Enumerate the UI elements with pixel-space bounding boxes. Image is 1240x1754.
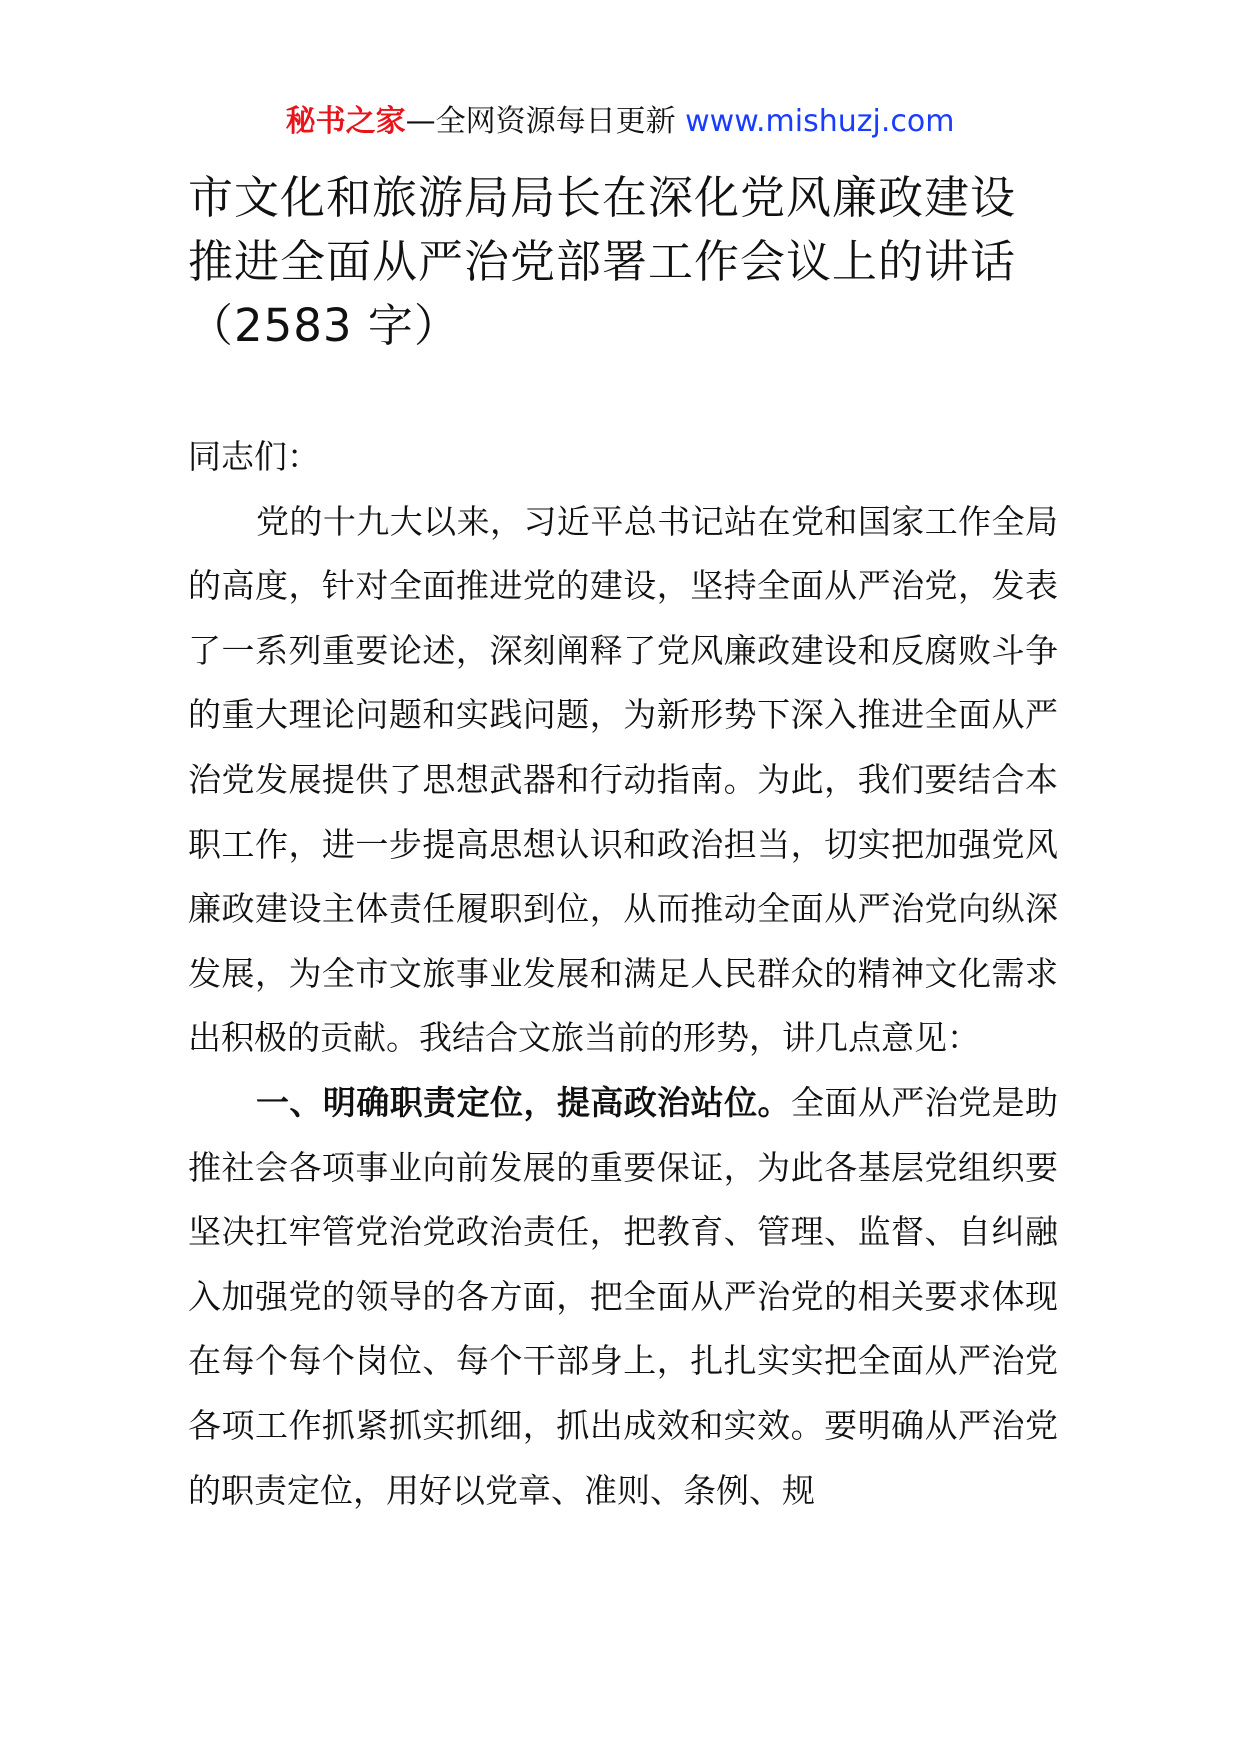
watermark-header (0, 102, 1240, 142)
section-1-paragraph (188, 1071, 1058, 1523)
title-line-1: 市文化和旅游局局长在深化党风廉政建设 (188, 171, 1017, 224)
document-title (188, 166, 1058, 358)
section-1-heading: 一、明确职责定位，提高政治站位。 (256, 1082, 791, 1122)
brand-name: 秘书之家 (285, 104, 406, 139)
header-tagline: —全网资源每日更新 (405, 104, 676, 139)
paragraph-1: 党的十九大以来，习近平总书记站在党和国家工作全局的高度，针对全面推进党的建设，坚持全面从严治党，发表了一系列重要论述，深刻阐释了党风廉政建设和反腐败斗争的重大理论问题和实践问题，为新形势下深入推进全面从严治党发展提供了思想武器和行动指南。为此，我们要结合本职工作，进一步提高思想认识和政治担当，切实把加强党风廉政建设主体责任履职到位，从而推动全面从严治党向纵深发展，为全市文旅事业发展和满足人民群众的精神文化需求出积极的贡献。我结合文旅当前的形势，讲几点意见： (188, 501, 1058, 1058)
salutation: 同志们： (188, 437, 320, 476)
title-word-count: （2583 字） (188, 299, 460, 352)
document-body (188, 425, 1058, 1523)
site-url-link[interactable]: www.mishuzj.com (685, 104, 955, 139)
title-line-2: 推进全面从严治党部署工作会议上的讲话 (188, 235, 1017, 288)
section-1-text: 全面从严治党是助推社会各项事业向前发展的重要保证，为此各基层党组织要坚决扛牢管党治党政治责任，把教育、管理、监督、自纠融入加强党的领导的各方面，把全面从严治党的相关要求体现在每个每个岗位、每个干部身上，扎扎实实把全面从严治党各项工作抓紧抓实抓细，抓出成效和实效。要明确从严治党的职责定位，用好以党章、准则、条例、规 (188, 1082, 1059, 1510)
